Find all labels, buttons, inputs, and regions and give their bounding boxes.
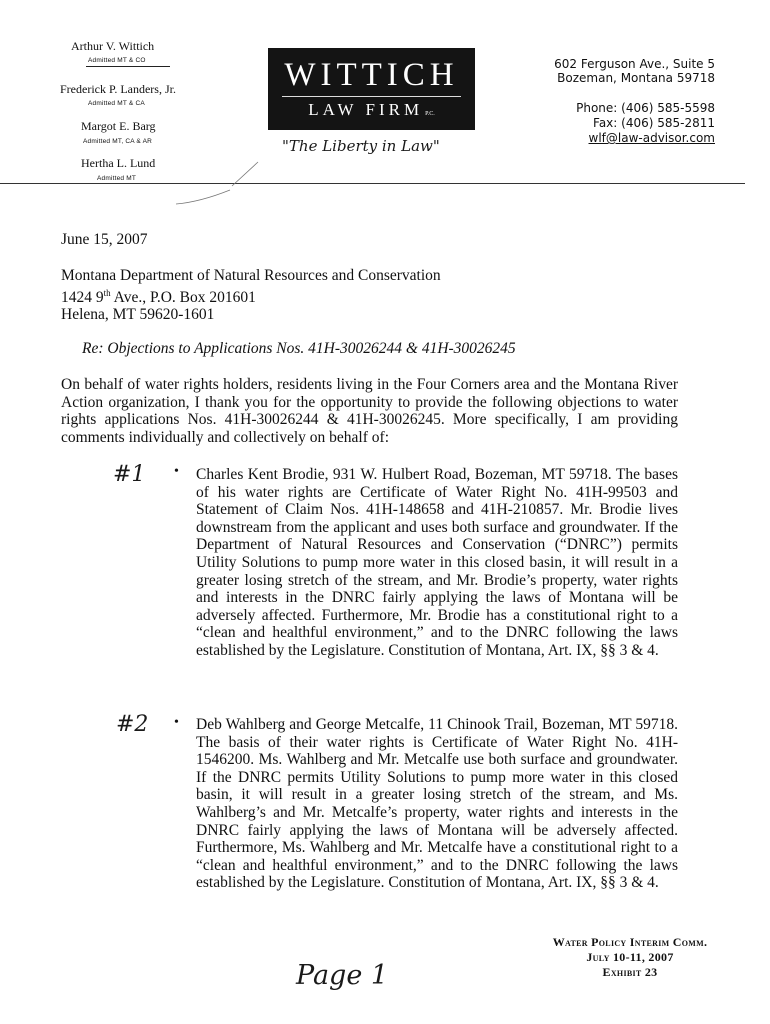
attorney-admission: Admitted MT & CO [88, 57, 146, 64]
exhibit-line: Water Policy Interim Comm. [552, 935, 708, 949]
address-line: Bozeman, Montana 59718 [557, 71, 715, 85]
recipient-street-rest: Ave., P.O. Box 201601 [110, 288, 256, 306]
attorney-divider [86, 66, 170, 67]
handwritten-number: #2 [116, 712, 149, 737]
email-link[interactable]: wlf@law-advisor.com [588, 131, 715, 145]
exhibit-stamp [520, 935, 740, 980]
firm-address [495, 57, 715, 85]
attorney-admission: Admitted MT & CA [88, 100, 145, 107]
bullet-marker: • [174, 715, 179, 730]
intro-paragraph: On behalf of water rights holders, residents living in the Four Corners area and the Montana River Action organization, I thank you for the opportunity to provide the following objections to water rights applications Nos. 41H-30026244 & 41H-30026245. More specifically, I am providing comments individually and collectively on behalf of: [61, 376, 678, 446]
bullet-marker: • [174, 464, 179, 479]
recipient-address [61, 267, 441, 324]
logo-suffix: P.C. [425, 111, 435, 117]
attorney-admission: Admitted MT [97, 175, 137, 182]
recipient-street-suffix: th [103, 287, 111, 298]
objector-paragraph: Charles Kent Brodie, 931 W. Hulbert Road, Bozeman, MT 59718. The bases of his water rights are Certificate of Water Right No. 41H-99503 and Statement of Claim Nos. 41H-148658 and 41H-210857. Mr. Brodie lives downstream from the applicant and uses both surface and groundwater. If the Department of Natural Resources and Conservation (“DNRC”) permits Utility Solutions to pump more water in this closed basin, it will result in a greater losing stretch of the stream, and Mr. Brodie’s property, water rights and interests in the DNRC fairly applying the laws of Montana will be adversely affected. Furthermore, Mr. Brodie has a constitutional right to a “clean and healthful environment,” and to the DNRC following the laws established by the Legislature. Constitution of Montana, Art. IX, §§ 3 & 4. [196, 466, 678, 659]
attorney-admission: Admitted MT, CA & AR [83, 138, 153, 145]
attorney-name: Margot E. Barg [81, 119, 156, 133]
firm-contact [495, 101, 715, 146]
logo-rule [282, 96, 461, 97]
logo-bottom [268, 100, 475, 120]
exhibit-line: Exhibit 23 [602, 965, 658, 979]
phone-number: Phone: (406) 585-5598 [576, 101, 715, 115]
pen-stroke-decoration [170, 160, 260, 210]
firm-tagline: "The Liberty in Law" [282, 137, 440, 155]
handwritten-page-note: Page 1 [296, 960, 389, 991]
exhibit-line: July 10-11, 2007 [586, 950, 674, 964]
recipient-line [61, 285, 441, 307]
recipient-line: Helena, MT 59620-1601 [61, 306, 215, 324]
firm-logo [268, 48, 475, 130]
objector-paragraph: Deb Wahlberg and George Metcalfe, 11 Chinook Trail, Bozeman, MT 59718. The basis of their water rights is Certificate of Water Right No. 41H-1546200. Ms. Wahlberg and Mr. Metcalfe use both surface and groundwater. If the DNRC permits Utility Solutions to pump more water in this closed basin, it will result in a greater losing stretch of the stream, and Ms. Wahlberg’s and Mr. Metcalfe’s property, water rights and interests in the DNRC fairly applying the laws of Montana will be adversely affected. Furthermore, Ms. Wahlberg and Mr. Metcalfe have a constitutional right to a “clean and healthful environment,” and to the DNRC following the laws established by the Legislature. Constitution of Montana, Art. IX, §§ 3 & 4. [196, 716, 678, 892]
handwritten-number: #1 [113, 462, 146, 487]
recipient-street-number: 1424 9 [61, 288, 104, 306]
recipient-line: Montana Department of Natural Resources and Conservation [61, 267, 441, 284]
attorney-name: Arthur V. Wittich [71, 39, 155, 53]
fax-number: Fax: (406) 585-2811 [593, 116, 715, 130]
letter-date: June 15, 2007 [61, 231, 148, 248]
logo-top-text: WITTICH [284, 57, 459, 93]
letterhead-divider [0, 183, 745, 184]
address-line: 602 Ferguson Ave., Suite 5 [554, 57, 715, 71]
logo-bottom-text: LAW FIRM [308, 100, 424, 119]
attorney-name: Frederick P. Landers, Jr. [60, 82, 176, 96]
attorney-name: Hertha L. Lund [81, 156, 156, 170]
re-line: Re: Objections to Applications Nos. 41H-30026244 & 41H-30026245 [82, 340, 516, 357]
